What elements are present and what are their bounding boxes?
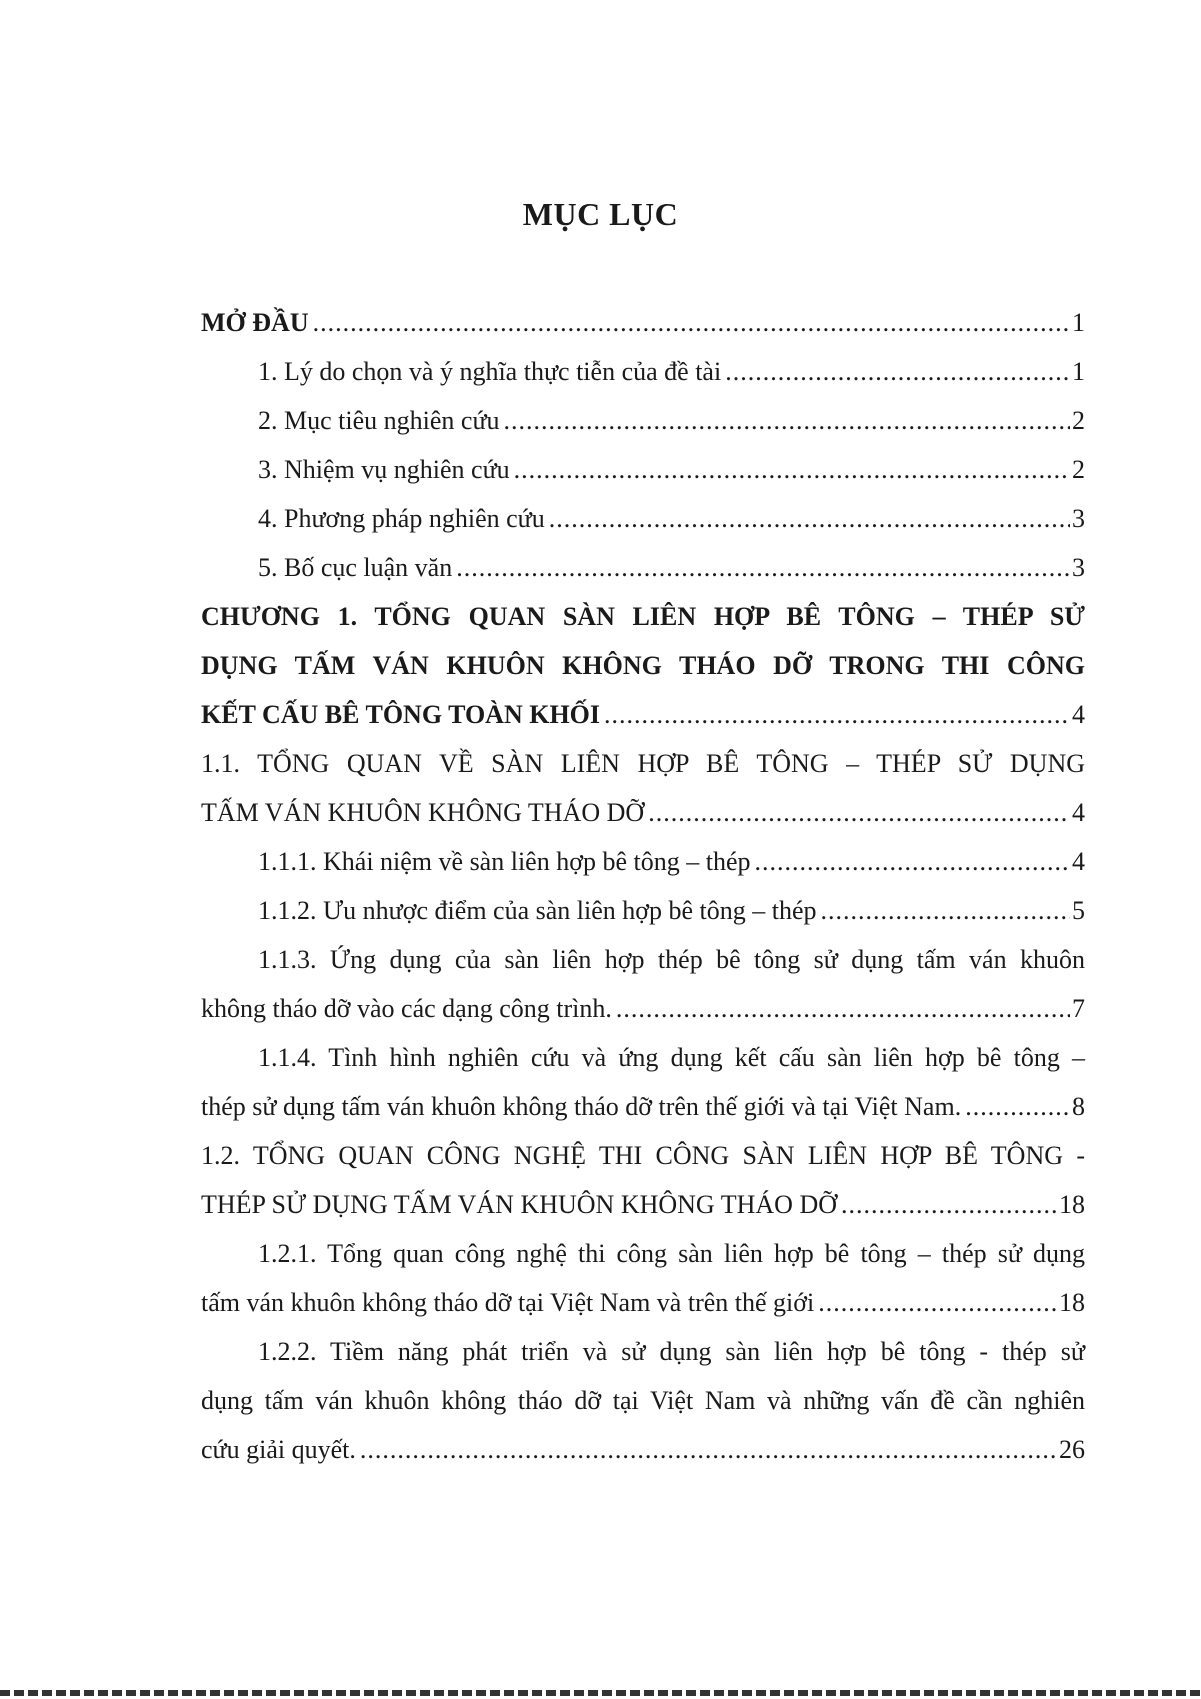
page-title: MỤC LỤC	[522, 196, 679, 232]
toc-page-number: 3	[1072, 553, 1085, 582]
toc-entry-1	[201, 347, 1085, 396]
toc-entry-text: 3. Nhiệm vụ nghiên cứu	[258, 455, 510, 484]
dot-leader	[514, 445, 1070, 494]
toc-entry-text: không tháo dỡ vào các dạng công trình.	[201, 994, 612, 1023]
toc-entry-1-1-4-line1: 1.1.4. Tình hình nghiên cứu và ứng dụng kết cấu sàn liên hợp bê tông –	[258, 1043, 1085, 1072]
toc-entry-1-1-1	[201, 837, 1085, 886]
table-of-contents	[201, 298, 1085, 1474]
toc-page-number: 3	[1072, 504, 1085, 533]
toc-entry-1-1-line2	[201, 788, 1085, 837]
dot-leader	[755, 837, 1071, 886]
toc-entry-text: 5. Bố cục luận văn	[258, 553, 453, 582]
toc-entry-1-2-line2	[201, 1180, 1085, 1229]
toc-entry-1-1-4-line2	[201, 1082, 1085, 1131]
toc-entry-1-2-line1: 1.2. TỔNG QUAN CÔNG NGHỆ THI CÔNG SÀN LIÊN HỢP BÊ TÔNG -	[201, 1141, 1085, 1170]
toc-entry-1-1-3-line2	[201, 984, 1085, 1033]
dot-leader	[821, 886, 1070, 935]
toc-entry-chapter-1-line2: DỤNG TẤM VÁN KHUÔN KHÔNG THÁO DỠ TRONG THI CÔNG	[201, 651, 1085, 680]
toc-page-number: 26	[1059, 1435, 1085, 1464]
toc-entry-mo-dau	[201, 298, 1085, 347]
toc-page-number: 4	[1072, 847, 1085, 876]
toc-entry-2	[201, 396, 1085, 445]
toc-page-number: 2	[1072, 455, 1085, 484]
toc-entry-1-2-1-line1: 1.2.1. Tổng quan công nghệ thi công sàn liên hợp bê tông – thép sử dụng	[258, 1239, 1085, 1268]
toc-page-number: 7	[1072, 994, 1085, 1023]
toc-entry-text: MỞ ĐẦU	[201, 308, 309, 337]
dot-leader	[648, 788, 1070, 837]
toc-entry-5	[201, 543, 1085, 592]
dot-leader	[504, 396, 1070, 445]
toc-entry-text: 1.1.2. Ưu nhược điểm của sàn liên hợp bê tông – thép	[258, 896, 817, 925]
toc-page-number: 4	[1072, 798, 1085, 827]
dot-leader	[313, 298, 1070, 347]
toc-entry-text: 2. Mục tiêu nghiên cứu	[258, 406, 500, 435]
toc-page-number: 8	[1072, 1092, 1085, 1121]
dot-leader	[965, 1082, 1070, 1131]
toc-page-number: 18	[1059, 1190, 1085, 1219]
toc-entry-1-1-3-line1: 1.1.3. Ứng dụng của sàn liên hợp thép bê tông sử dụng tấm ván khuôn	[258, 945, 1085, 974]
toc-page-number: 2	[1072, 406, 1085, 435]
dot-leader	[725, 347, 1070, 396]
dot-leader	[841, 1180, 1057, 1229]
dot-leader	[549, 494, 1070, 543]
dot-leader	[818, 1278, 1057, 1327]
toc-entry-4	[201, 494, 1085, 543]
toc-entry-3	[201, 445, 1085, 494]
toc-entry-1-1-2	[201, 886, 1085, 935]
toc-entry-text: cứu giải quyết.	[201, 1435, 356, 1464]
dot-leader	[616, 984, 1070, 1033]
toc-page-number: 18	[1059, 1288, 1085, 1317]
dot-leader	[456, 543, 1070, 592]
dot-leader	[360, 1425, 1057, 1474]
toc-entry-text: 4. Phương pháp nghiên cứu	[258, 504, 545, 533]
toc-entry-chapter-1-line1: CHƯƠNG 1. TỔNG QUAN SÀN LIÊN HỢP BÊ TÔNG – THÉP SỬ	[201, 602, 1085, 631]
toc-entry-text: 1. Lý do chọn và ý nghĩa thực tiễn của đề tài	[258, 357, 722, 386]
toc-entry-text: THÉP SỬ DỤNG TẤM VÁN KHUÔN KHÔNG THÁO DỠ	[201, 1190, 837, 1219]
toc-page-number: 5	[1072, 896, 1085, 925]
toc-page-number: 4	[1072, 700, 1085, 729]
toc-entry-1-2-2-line2: dụng tấm ván khuôn không tháo dỡ tại Việt Nam và những vấn đề cần nghiên	[201, 1386, 1085, 1415]
page-bottom-border	[0, 1690, 1201, 1696]
toc-entry-text: 1.1.1. Khái niệm về sàn liên hợp bê tông – thép	[258, 847, 751, 876]
toc-entry-text: tấm ván khuôn không tháo dỡ tại Việt Nam và trên thế giới	[201, 1288, 815, 1317]
toc-page-number: 1	[1072, 357, 1085, 386]
toc-entry-chapter-1-line3	[201, 690, 1085, 739]
toc-entry-1-2-2-line1: 1.2.2. Tiềm năng phát triển và sử dụng sàn liên hợp bê tông - thép sử	[258, 1337, 1085, 1366]
toc-entry-1-2-2-line3	[201, 1425, 1085, 1474]
dot-leader	[604, 690, 1070, 739]
toc-entry-text: KẾT CẤU BÊ TÔNG TOÀN KHỐI	[201, 700, 601, 729]
toc-entry-1-1-line1: 1.1. TỔNG QUAN VỀ SÀN LIÊN HỢP BÊ TÔNG – THÉP SỬ DỤNG	[201, 749, 1085, 778]
toc-entry-text: TẤM VÁN KHUÔN KHÔNG THÁO DỠ	[201, 798, 645, 827]
toc-entry-text: thép sử dụng tấm ván khuôn không tháo dỡ trên thế giới và tại Việt Nam.	[201, 1092, 962, 1121]
toc-page-number: 1	[1072, 308, 1085, 337]
toc-entry-1-2-1-line2	[201, 1278, 1085, 1327]
